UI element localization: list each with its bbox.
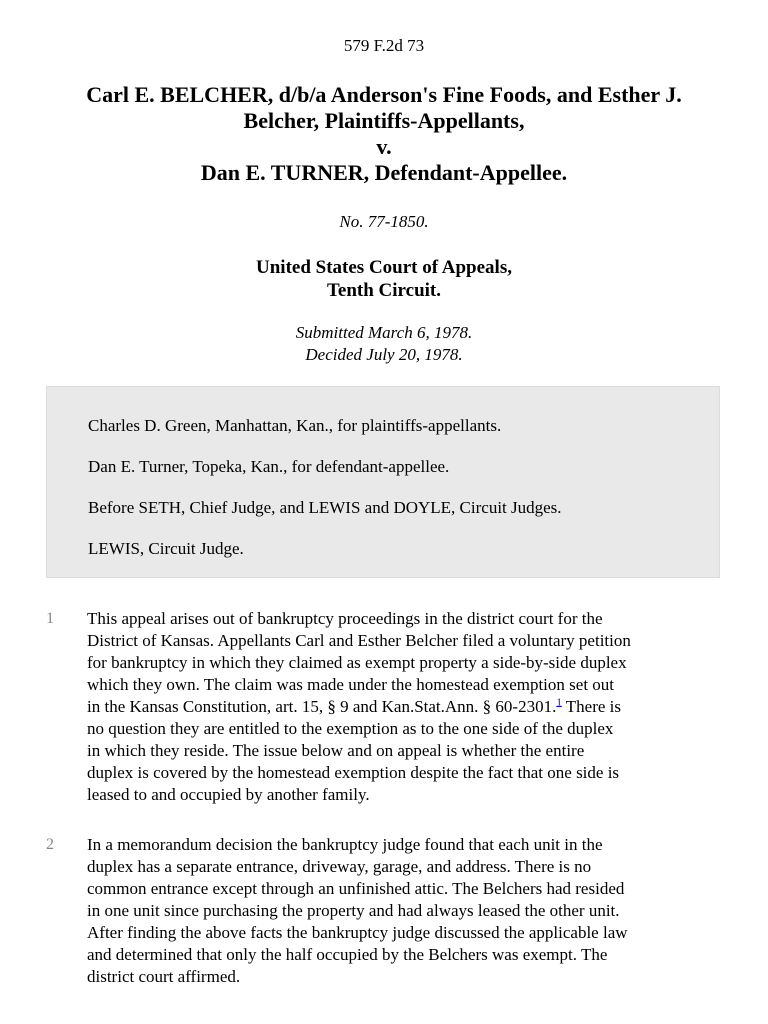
citation: 579 F.2d 73 [343, 36, 425, 55]
counsel-appellee: Dan E. Turner, Topeka, Kan., for defendant-appellee. [88, 457, 450, 476]
text-line: no question they are entitled to the exemption as to the one side of the duplex [87, 719, 614, 738]
text-line: duplex is covered by the homestead exemption despite the fact that one side is [87, 763, 620, 782]
text-line: district court affirmed. [87, 967, 241, 986]
court-line: Tenth Circuit. [326, 280, 442, 301]
caption-line: Dan E. TURNER, Defendant-Appellee. [200, 160, 568, 185]
text-segment: in the Kansas Constitution, art. 15, § 9 and Kan.Stat.Ann. § 60-2301. [87, 697, 557, 716]
decided-date: Decided July 20, 1978. [305, 345, 463, 364]
caption-line: Belcher, Plaintiffs-Appellants, [243, 108, 525, 133]
text-line: in which they reside. The issue below and on appeal is whether the entire [87, 741, 585, 760]
counsel-appellants: Charles D. Green, Manhattan, Kan., for plaintiffs-appellants. [88, 416, 502, 435]
paragraph-number: 2 [46, 836, 54, 853]
text-line: for bankruptcy in which they claimed as exempt property a side-by-side duplex [87, 653, 627, 672]
text-line: leased to and occupied by another family. [87, 785, 370, 804]
text-line: and determined that only the half occupied by the Belchers was exempt. The [87, 945, 608, 964]
caption-versus: v. [376, 134, 392, 159]
case-dates [0, 322, 768, 366]
court-name [0, 256, 768, 302]
text-line: in one unit since purchasing the property and had always leased the other unit. [87, 901, 620, 920]
paragraph-text [87, 608, 727, 806]
docket-number: No. 77-1850. [339, 212, 429, 231]
court-line: United States Court of Appeals, [256, 257, 512, 278]
text-line: In a memorandum decision the bankruptcy judge found that each unit in the [87, 835, 603, 854]
text-line: duplex has a separate entrance, driveway, garage, and address. There is no [87, 857, 592, 876]
opinion-author: LEWIS, Circuit Judge. [88, 539, 244, 558]
text-line: common entrance except through an unfinished attic. The Belchers had resided [87, 879, 625, 898]
case-caption [0, 82, 768, 186]
counsel-box [46, 386, 720, 578]
caption-line: Carl E. BELCHER, d/b/a Anderson's Fine Foods, and Esther J. [86, 82, 682, 107]
text-line-with-footnote [87, 696, 727, 718]
text-line: which they own. The claim was made under the homestead exemption set out [87, 675, 615, 694]
bench-line: Before SETH, Chief Judge, and LEWIS and DOYLE, Circuit Judges. [88, 498, 562, 517]
text-line: This appeal arises out of bankruptcy proceedings in the district court for the [87, 609, 603, 628]
text-segment: There is [561, 697, 622, 716]
submitted-date: Submitted March 6, 1978. [295, 323, 473, 342]
footnote-link[interactable]: 1 [556, 696, 562, 709]
paragraph-text [87, 834, 727, 988]
text-line: After finding the above facts the bankruptcy judge discussed the applicable law [87, 923, 628, 942]
text-line: District of Kansas. Appellants Carl and Esther Belcher filed a voluntary petition [87, 631, 631, 650]
paragraph-number: 1 [46, 610, 54, 627]
